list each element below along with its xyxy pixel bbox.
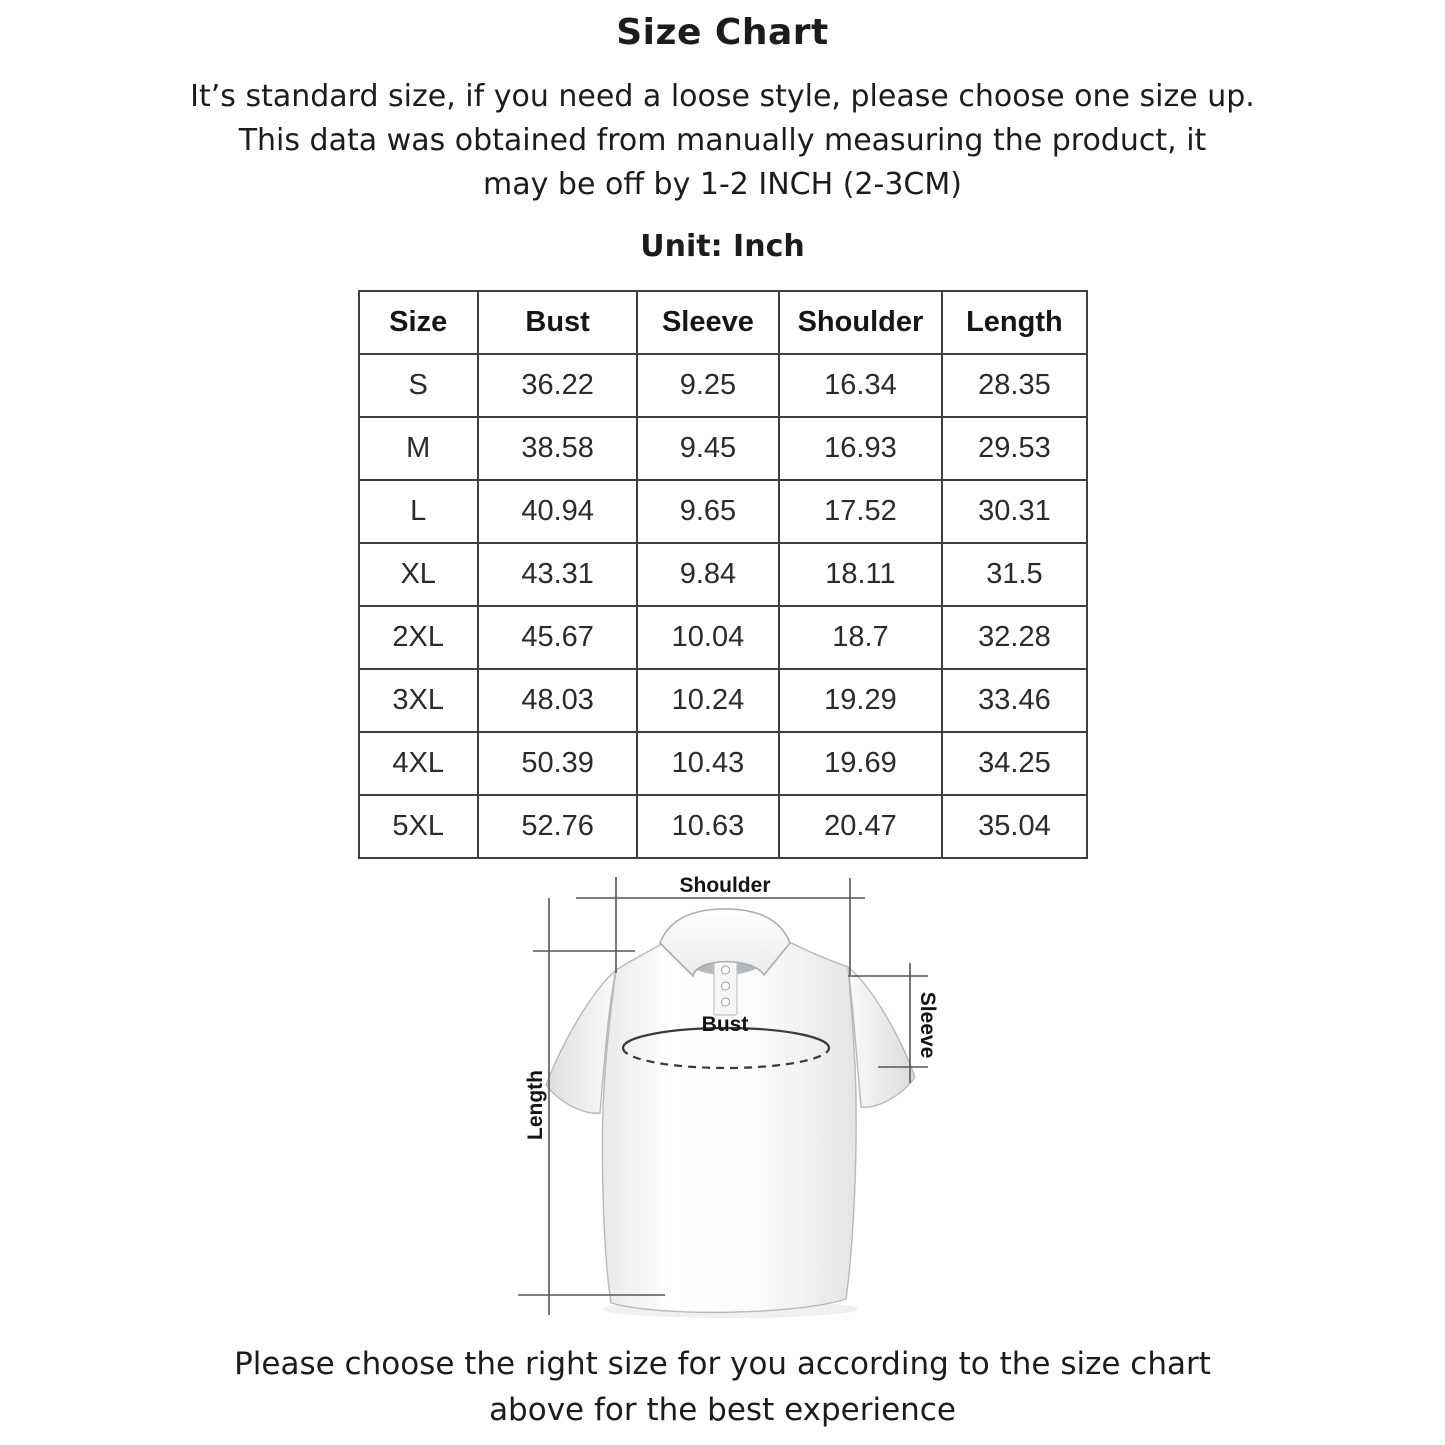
measurement-diagram bbox=[508, 865, 968, 1327]
size-cell: M bbox=[359, 417, 478, 480]
table-row bbox=[359, 543, 1087, 606]
bust-cell: 38.58 bbox=[478, 417, 637, 480]
column-header-length: Length bbox=[942, 291, 1086, 354]
shoulder-cell: 19.69 bbox=[779, 732, 943, 795]
bust-cell: 40.94 bbox=[478, 480, 637, 543]
table-row bbox=[359, 417, 1087, 480]
bust-cell: 43.31 bbox=[478, 543, 637, 606]
length-cell: 32.28 bbox=[942, 606, 1086, 669]
placket bbox=[714, 960, 737, 1015]
bust-label: Bust bbox=[701, 1013, 748, 1036]
column-header-sleeve: Sleeve bbox=[637, 291, 778, 354]
bust-cell: 50.39 bbox=[478, 732, 637, 795]
length-cell: 28.35 bbox=[942, 354, 1086, 417]
shoulder-cell: 19.29 bbox=[779, 669, 943, 732]
bust-cell: 52.76 bbox=[478, 795, 637, 858]
sleeve-cell: 10.24 bbox=[637, 669, 778, 732]
button-icon bbox=[721, 966, 729, 974]
table-row bbox=[359, 480, 1087, 543]
footer-note bbox=[0, 1341, 1445, 1433]
unit-label: Unit: Inch bbox=[640, 229, 805, 264]
length-cell: 31.5 bbox=[942, 543, 1086, 606]
sleeve-cell: 10.63 bbox=[637, 795, 778, 858]
footer-note-line: Please choose the right size for you according to the size chart bbox=[234, 1346, 1211, 1382]
length-cell: 34.25 bbox=[942, 732, 1086, 795]
sleeve-cell: 9.84 bbox=[637, 543, 778, 606]
size-cell: 4XL bbox=[359, 732, 478, 795]
footer-note-line: above for the best experience bbox=[489, 1392, 956, 1428]
table-row bbox=[359, 354, 1087, 417]
button-icon bbox=[721, 998, 729, 1006]
size-cell: S bbox=[359, 354, 478, 417]
shoulder-cell: 17.52 bbox=[779, 480, 943, 543]
shoulder-cell: 20.47 bbox=[779, 795, 943, 858]
table-header-row bbox=[359, 291, 1087, 354]
column-header-shoulder: Shoulder bbox=[779, 291, 943, 354]
length-cell: 35.04 bbox=[942, 795, 1086, 858]
page-title: Size Chart bbox=[616, 12, 829, 53]
sleeve-cell: 9.65 bbox=[637, 480, 778, 543]
right-sleeve bbox=[848, 967, 915, 1107]
length-label: Length bbox=[523, 1070, 547, 1140]
column-header-bust: Bust bbox=[478, 291, 637, 354]
sleeve-cell: 10.43 bbox=[637, 732, 778, 795]
size-cell: 5XL bbox=[359, 795, 478, 858]
shoulder-label: Shoulder bbox=[678, 874, 771, 897]
table-row bbox=[359, 669, 1087, 732]
length-cell: 30.31 bbox=[942, 480, 1086, 543]
shoulder-cell: 16.93 bbox=[779, 417, 943, 480]
column-header-size: Size bbox=[359, 291, 478, 354]
sleeve-cell: 9.25 bbox=[637, 354, 778, 417]
size-note bbox=[0, 75, 1445, 207]
size-cell: L bbox=[359, 480, 478, 543]
bust-cell: 45.67 bbox=[478, 606, 637, 669]
size-note-line: It’s standard size, if you need a loose style, please choose one size up. bbox=[190, 79, 1255, 114]
table-row bbox=[359, 732, 1087, 795]
size-cell: 3XL bbox=[359, 669, 478, 732]
sleeve-label: Sleeve bbox=[915, 991, 939, 1059]
bust-cell: 48.03 bbox=[478, 669, 637, 732]
shoulder-cell: 18.11 bbox=[779, 543, 943, 606]
size-cell: XL bbox=[359, 543, 478, 606]
size-note-line: This data was obtained from manually measuring the product, it bbox=[238, 123, 1207, 158]
length-cell: 29.53 bbox=[942, 417, 1086, 480]
length-cell: 33.46 bbox=[942, 669, 1086, 732]
shoulder-cell: 16.34 bbox=[779, 354, 943, 417]
polo-shirt-illustration bbox=[546, 909, 915, 1318]
size-table bbox=[358, 290, 1088, 859]
size-cell: 2XL bbox=[359, 606, 478, 669]
sleeve-cell: 10.04 bbox=[637, 606, 778, 669]
sleeve-cell: 9.45 bbox=[637, 417, 778, 480]
shoulder-cell: 18.7 bbox=[779, 606, 943, 669]
table-row bbox=[359, 795, 1087, 858]
size-note-line: may be off by 1-2 INCH (2-3CM) bbox=[483, 167, 962, 202]
table-row bbox=[359, 606, 1087, 669]
bust-cell: 36.22 bbox=[478, 354, 637, 417]
button-icon bbox=[721, 982, 729, 990]
